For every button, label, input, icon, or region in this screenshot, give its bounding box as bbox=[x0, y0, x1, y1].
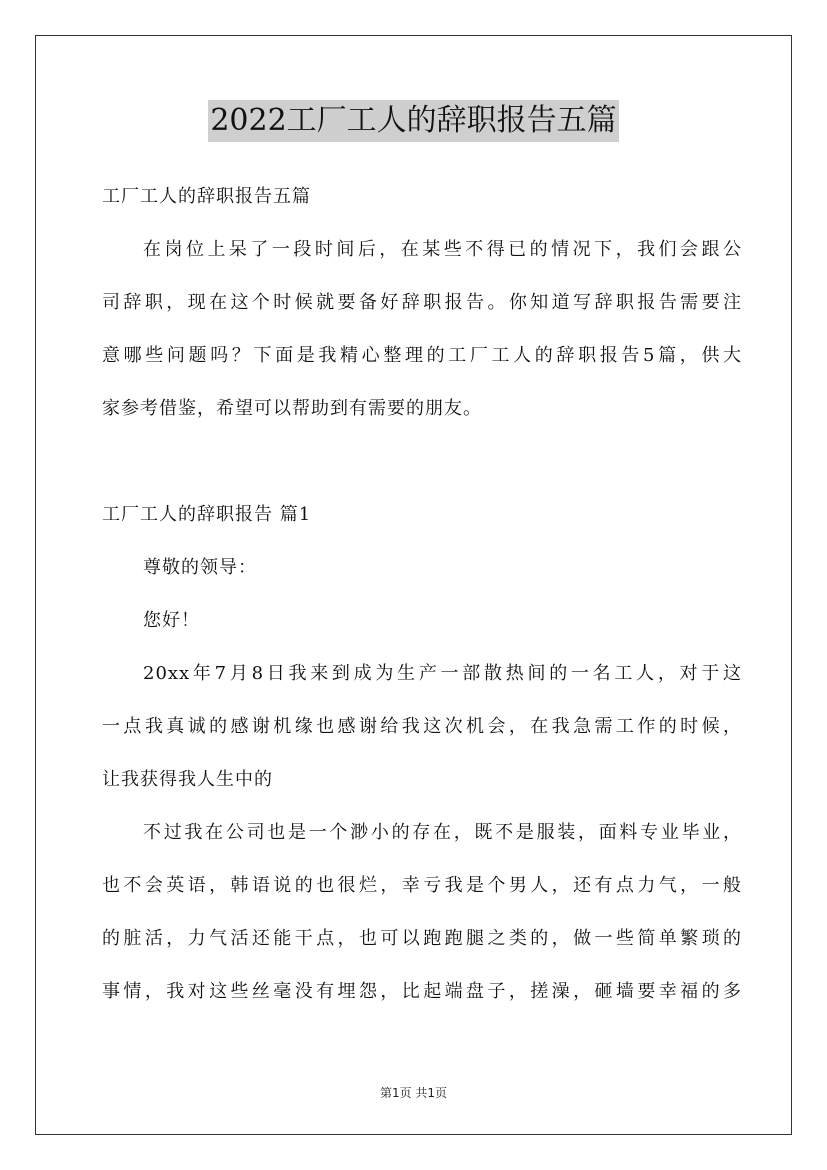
document-title: 2022工厂工人的辞职报告五篇 bbox=[208, 100, 618, 142]
paragraph-gap bbox=[102, 435, 742, 488]
intro-line: 意哪些问题吗？下面是我精心整理的工厂工人的辞职报告5篇，供大 bbox=[102, 345, 742, 366]
document-body bbox=[102, 170, 742, 1018]
intro-line: 家参考借鉴，希望可以帮助到有需要的朋友。 bbox=[102, 398, 482, 419]
page-footer bbox=[0, 1084, 827, 1101]
document-title-block bbox=[0, 100, 827, 142]
intro-line: 司辞职，现在这个时候就要备好辞职报告。你知道写辞职报告需要注 bbox=[102, 292, 742, 313]
greeting: 您好！ bbox=[143, 610, 200, 631]
paragraph-line: 事情，我对这些丝毫没有埋怨，比起端盘子，搓澡，砸墙要幸福的多 bbox=[102, 981, 742, 1002]
document-subtitle: 工厂工人的辞职报告五篇 bbox=[102, 186, 311, 207]
section-heading: 工厂工人的辞职报告 篇1 bbox=[102, 504, 312, 525]
paragraph-line: 20xx年7月8日我来到成为生产一部散热间的一名工人，对于这 bbox=[143, 663, 742, 684]
paragraph-line: 的脏活，力气活还能干点，也可以跑跑腿之类的，做一些简单繁琐的 bbox=[102, 928, 742, 949]
salutation: 尊敬的领导： bbox=[143, 557, 257, 578]
paragraph-line: 让我获得我人生中的 bbox=[102, 769, 273, 790]
paragraph-line: 也不会英语，韩语说的也很烂，幸亏我是个男人，还有点力气，一般 bbox=[102, 875, 742, 896]
paragraph-line: 不过我在公司也是一个渺小的存在，既不是服装，面料专业毕业， bbox=[143, 822, 742, 843]
intro-line: 在岗位上呆了一段时间后，在某些不得已的情况下，我们会跟公 bbox=[143, 239, 742, 260]
paragraph-line: 一点我真诚的感谢机缘也感谢给我这次机会，在我急需工作的时候， bbox=[102, 716, 742, 737]
page-number: 第1页 共1页 bbox=[379, 1086, 448, 1100]
